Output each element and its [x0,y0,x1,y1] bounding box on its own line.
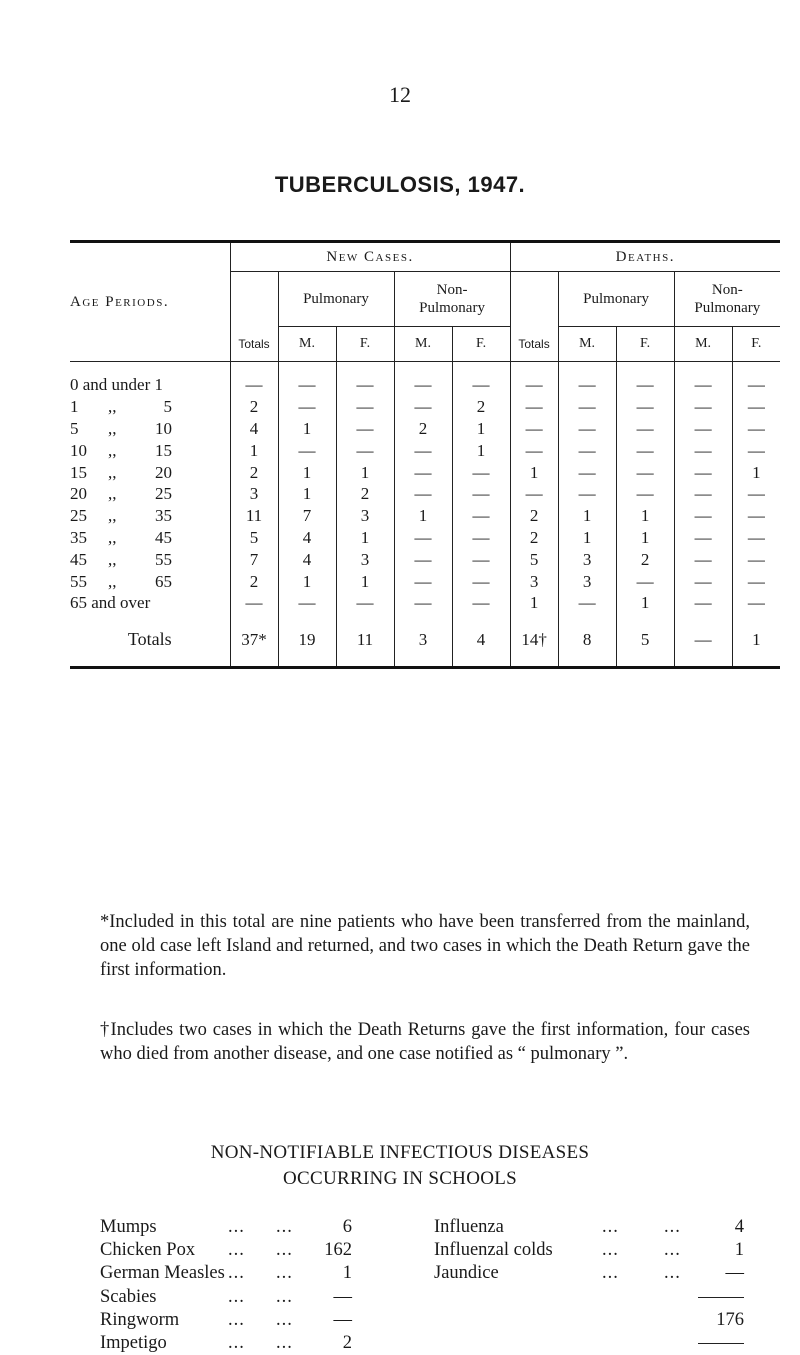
total-row [434,1309,744,1332]
leader-dots: ... [228,1309,245,1330]
d-nonpulm-m-header: M. [674,327,732,362]
table-cell: — [616,418,674,440]
disease-name: Mumps [100,1217,157,1237]
table-cell: — [394,527,452,549]
table-cell: — [230,592,278,614]
d-pulm-f-header: F. [616,327,674,362]
age-ditto: ,, [108,506,117,526]
table-cell: — [452,548,510,570]
table-cell: — [558,461,616,483]
table-cell: — [558,483,616,505]
table-cell: 2 [230,570,278,592]
age-period-cell [70,461,230,483]
nc-nonpulm-m-header: M. [394,327,452,362]
nc-non-pulmonary-header: Non- Pulmonary [394,272,510,327]
leader-dots: ... [602,1263,619,1284]
disease-name: Scabies [100,1286,157,1307]
disease-count: — [725,1263,744,1284]
list-item [100,1332,400,1355]
table-cell: — [510,396,558,418]
table-cell: — [510,483,558,505]
table-cell: — [394,483,452,505]
table-cell: 2 [394,418,452,440]
table-cell: — [616,374,674,396]
list-item [434,1262,744,1285]
d-pulmonary-header: Pulmonary [558,272,674,327]
age-ditto: ,, [108,484,117,504]
table-cell: 3 [336,505,394,527]
disease-name: Ringworm [100,1309,180,1330]
total-cell: 1 [732,614,780,668]
table-cell: — [616,461,674,483]
table-cell: 2 [230,461,278,483]
age-period-cell [70,592,230,614]
d-pulm-m-header: M. [558,327,616,362]
age-from: 20 [70,484,87,504]
table-cell: — [452,461,510,483]
table-cell: 1 [278,570,336,592]
nc-pulm-f-header: F. [336,327,394,362]
age-period-cell [70,570,230,592]
disease-list-right [434,1216,744,1355]
leader-dots: ... [228,1240,245,1261]
nc-nonpulm-f-header: F. [452,327,510,362]
table-cell: — [674,439,732,461]
table-cell: 7 [230,548,278,570]
table-cell: 1 [336,527,394,549]
rule-line [698,1343,744,1344]
age-to: 25 [155,484,172,504]
age-period-cell [70,418,230,440]
disease-count: 1 [342,1263,352,1284]
leader-dots: ... [276,1217,293,1237]
table-cell: — [452,374,510,396]
leader-dots: ... [276,1240,293,1261]
table-cell: 3 [558,570,616,592]
total-cell: 8 [558,614,616,668]
table-cell: — [336,592,394,614]
table-cell: 4 [278,548,336,570]
table-row [70,548,780,570]
list-item [434,1216,744,1239]
page-title: TUBERCULOSIS, 1947. [274,172,526,197]
disease-count: — [333,1286,352,1307]
table-cell: — [732,483,780,505]
leader-dots: ... [276,1286,293,1307]
table-body [70,362,780,668]
leader-dots: ... [602,1217,619,1237]
rule-line [698,1297,744,1298]
age-to: 20 [155,462,172,482]
age-to: 35 [155,506,172,526]
total-cell: 5 [616,614,674,668]
table-cell: — [558,592,616,614]
table-cell: — [732,592,780,614]
table-cell: 3 [558,548,616,570]
table-cell: — [278,592,336,614]
table-cell: — [394,439,452,461]
table-cell: — [674,548,732,570]
age-ditto: ,, [108,571,117,591]
table-cell: 1 [278,461,336,483]
table-cell: — [674,570,732,592]
disease-name: Influenzal colds [434,1240,553,1261]
leader-dots: ... [228,1263,245,1284]
list-item [100,1309,400,1332]
age-from: 25 [70,506,87,526]
table-cell: — [278,396,336,418]
table-cell: — [558,396,616,418]
total-rule-row [434,1286,744,1309]
list-item [434,1239,744,1262]
table-cell: 2 [510,505,558,527]
age-from: 55 [70,571,87,591]
age-period-cell [70,374,230,396]
table-cell: — [394,461,452,483]
table-cell: 1 [510,592,558,614]
leader-dots: ... [602,1240,619,1261]
total-cell: 4 [452,614,510,668]
disease-count: 1 [734,1240,744,1261]
age-from: 35 [70,527,87,547]
table-cell: 1 [558,527,616,549]
age-ditto: ,, [108,397,117,417]
table-cell: — [452,505,510,527]
table-cell: — [558,374,616,396]
d-totals-header: Totals [510,327,558,362]
age-ditto: ,, [108,549,117,569]
table-cell: 2 [616,548,674,570]
table-cell: 1 [452,439,510,461]
table-cell: — [558,418,616,440]
list-item [100,1286,400,1309]
footnote-star: *Included in this total are nine patients who have been transferred from the mainland, one old case left Island and returned, and two cases in which the Death Return gave the first information. [100,912,750,980]
table-row [70,396,780,418]
table-cell: 3 [336,548,394,570]
new-cases-header: New Cases. [230,242,510,272]
table-cell: — [336,439,394,461]
table-cell: — [732,570,780,592]
age-to: 10 [155,418,172,438]
table-cell: — [278,439,336,461]
table-row [70,374,780,396]
disease-name: Jaundice [434,1263,499,1284]
table-cell: 1 [616,592,674,614]
leader-dots: ... [228,1332,245,1353]
leader-dots: ... [664,1240,681,1261]
table-cell: 4 [230,418,278,440]
age-from: 5 [70,418,79,438]
table-cell: 2 [230,396,278,418]
deaths-header: Deaths. [510,242,780,272]
table-cell: — [674,396,732,418]
disease-name: German Measles [100,1263,225,1284]
table-cell: — [394,548,452,570]
page-number: 12 [389,82,411,107]
table-cell: — [674,527,732,549]
table-cell: — [510,374,558,396]
age-to: 45 [155,527,172,547]
table-row [70,461,780,483]
leader-dots: ... [228,1217,245,1237]
table-cell: — [732,396,780,418]
age-period-cell [70,439,230,461]
leader-dots: ... [276,1332,293,1353]
table-cell: — [278,374,336,396]
disease-count: 2 [342,1332,352,1353]
age-period-cell [70,527,230,549]
disease-count: 162 [324,1240,352,1261]
table-cell: — [452,592,510,614]
disease-name: Influenza [434,1217,504,1237]
age-period-cell [70,483,230,505]
table-cell: 4 [278,527,336,549]
age-to: 15 [155,440,172,460]
table-cell: — [394,374,452,396]
table-cell: — [452,483,510,505]
table-cell: — [394,570,452,592]
non-notifiable-title: NON-NOTIFIABLE INFECTIOUS DISEASES [210,1142,590,1163]
table-cell: — [674,592,732,614]
table-row [70,592,780,614]
table-row [70,418,780,440]
total-cell: 14† [510,614,558,668]
total-cell: 19 [278,614,336,668]
table-cell: 3 [230,483,278,505]
table-row [70,505,780,527]
age-from: 45 [70,549,87,569]
table-cell: 1 [394,505,452,527]
table-cell: — [336,396,394,418]
table-cell: — [230,374,278,396]
total-cell: 3 [394,614,452,668]
leader-dots: ... [664,1217,681,1237]
table-row [70,439,780,461]
list-item [100,1262,400,1285]
table-cell: 3 [510,570,558,592]
table-cell: — [336,374,394,396]
total-cell: 11 [336,614,394,668]
age-period-cell [70,548,230,570]
table-cell: — [394,396,452,418]
table-cell: — [558,439,616,461]
disease-count: 4 [734,1217,744,1237]
totals-label: Totals [127,629,172,650]
tuberculosis-table [70,240,780,669]
table-cell: — [336,418,394,440]
table-cell: 1 [452,418,510,440]
table-cell: — [616,439,674,461]
table-cell: — [616,570,674,592]
total-cell: 37* [230,614,278,668]
table-cell: 1 [230,439,278,461]
age-periods-header: Age Periods. [70,242,230,362]
table-cell: 11 [230,505,278,527]
age-period-cell [70,505,230,527]
table-cell: — [674,461,732,483]
age-label: 0 and under 1 [70,375,164,395]
nc-pulmonary-header: Pulmonary [278,272,394,327]
leader-dots: ... [276,1263,293,1284]
age-to: 5 [163,397,172,417]
leader-dots: ... [664,1263,681,1284]
table-cell: — [452,527,510,549]
age-from: 1 [70,397,79,417]
age-label: 65 and over [70,593,151,613]
table-cell: — [674,374,732,396]
age-to: 65 [155,571,172,591]
age-to: 55 [155,549,172,569]
table-row [70,570,780,592]
table-row [70,527,780,549]
age-ditto: ,, [108,440,117,460]
disease-count: — [333,1309,352,1330]
table-cell: 1 [616,527,674,549]
leader-dots: ... [228,1286,245,1307]
table-cell: — [732,527,780,549]
nc-pulm-m-header: M. [278,327,336,362]
list-item [100,1239,400,1262]
table-cell: 7 [278,505,336,527]
table-cell: — [616,396,674,418]
age-from: 15 [70,462,87,482]
table-cell: 2 [510,527,558,549]
table-cell: 2 [336,483,394,505]
table-cell: — [394,592,452,614]
table-cell: 1 [336,461,394,483]
disease-list-left [100,1216,400,1355]
table-cell: 1 [278,418,336,440]
footnote-dagger: †Includes two cases in which the Death Returns gave the first information, four cases who died from another disease, and one case notified as “ pulmonary ”. [100,1020,750,1064]
table-row [70,483,780,505]
table-cell: 1 [732,461,780,483]
table-cell: 5 [510,548,558,570]
table-cell: — [510,418,558,440]
list-item [100,1216,400,1239]
table-cell: — [732,374,780,396]
table-cell: — [452,570,510,592]
table-cell: 1 [278,483,336,505]
table-cell: 1 [336,570,394,592]
leader-dots: ... [276,1309,293,1330]
d-non-pulmonary-header: Non- Pulmonary [674,272,780,327]
disease-count: 6 [342,1217,352,1237]
table-cell: 2 [452,396,510,418]
d-nonpulm-f-header: F. [732,327,780,362]
nc-totals-header: Totals [230,327,278,362]
disease-name: Chicken Pox [100,1240,196,1261]
table-cell: — [674,418,732,440]
table-cell: — [732,439,780,461]
table-cell: 1 [616,505,674,527]
table-cell: — [732,505,780,527]
age-ditto: ,, [108,462,117,482]
age-from: 10 [70,440,87,460]
totals-row [70,614,780,668]
grand-total: 176 [716,1309,744,1330]
age-ditto: ,, [108,418,117,438]
age-ditto: ,, [108,527,117,547]
table-cell: 1 [558,505,616,527]
table-cell: — [510,439,558,461]
table-cell: 5 [230,527,278,549]
table-cell: — [674,505,732,527]
table-cell: — [674,483,732,505]
table-cell: — [616,483,674,505]
table-cell: — [732,418,780,440]
non-notifiable-subtitle: OCCURRING IN SCHOOLS [282,1168,518,1189]
age-period-cell [70,396,230,418]
bottom-rule-row [434,1332,744,1355]
disease-name: Impetigo [100,1332,167,1353]
table-cell: — [732,548,780,570]
total-cell: — [674,614,732,668]
table-cell: 1 [510,461,558,483]
